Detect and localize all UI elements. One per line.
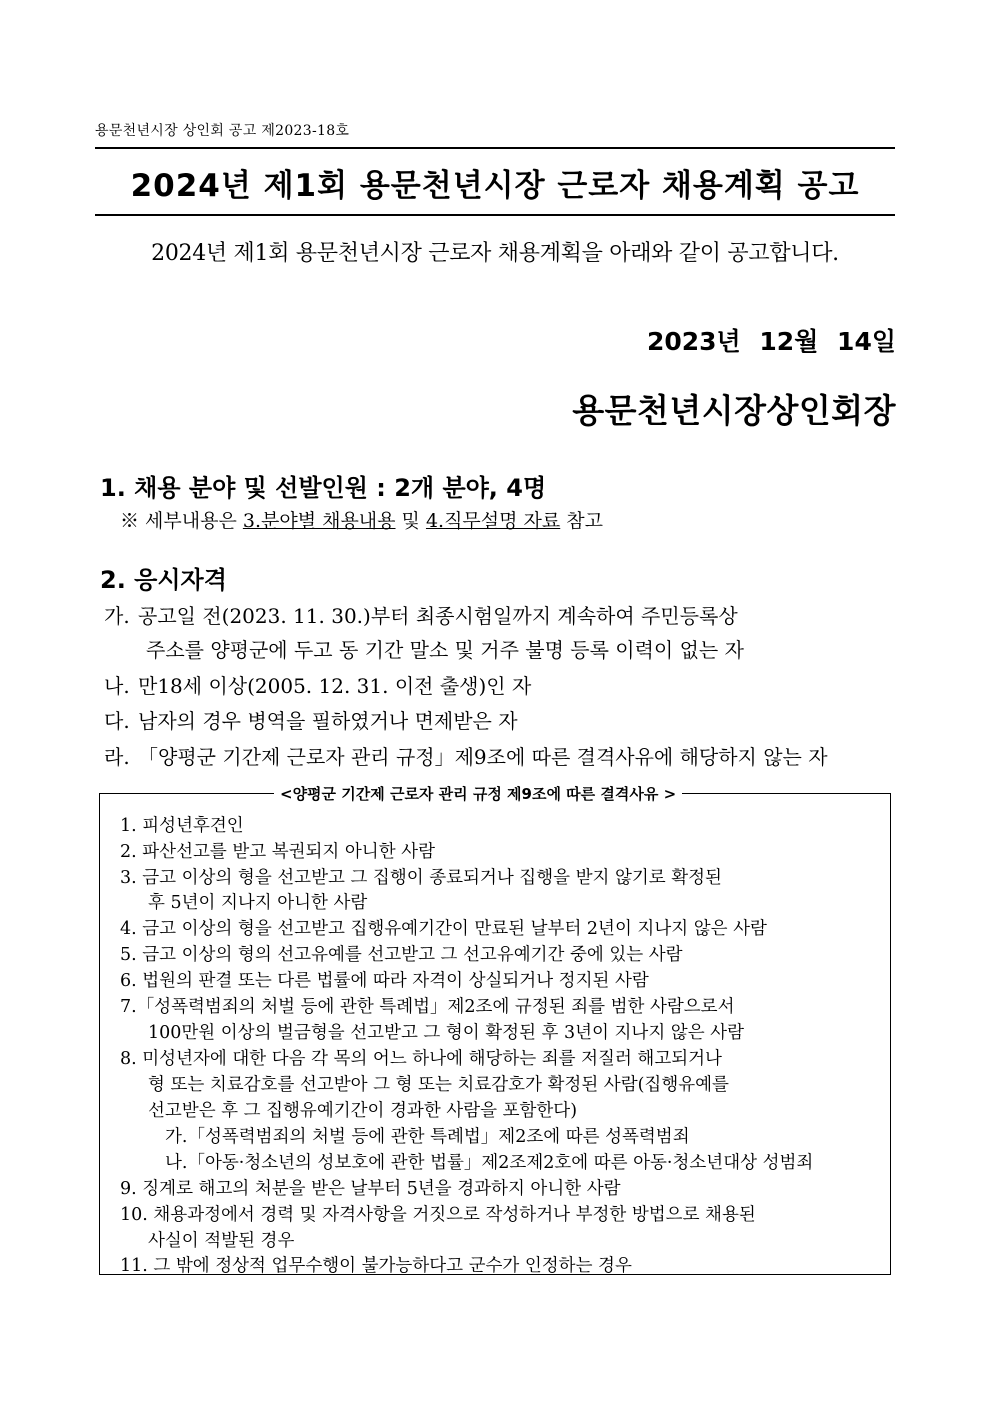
disqualification-subline: 가.「성폭력범죄의 처벌 등에 관한 특례법」제2조에 따른 성폭력범죄 <box>165 1127 690 1147</box>
item-marker: 가. <box>104 604 130 628</box>
title-top-rule <box>95 147 895 149</box>
disqualification-line: 선고받은 후 그 집행유예기간이 경과한 사람을 포함한다) <box>148 1101 578 1121</box>
disqualification-line: 5. 금고 이상의 형의 선고유예를 선고받고 그 선고유예기간 중에 있는 사람 <box>120 945 683 965</box>
note-suffix: 참고 <box>560 510 603 532</box>
qualification-item <box>104 600 894 629</box>
note-link-job-description: 4.직무설명 자료 <box>425 510 561 532</box>
disqualification-line: 100만원 이상의 벌금형을 선고받고 그 형이 확정된 후 3년이 지나지 않은 사람 <box>148 1023 744 1043</box>
disqualification-line: 11. 그 밖에 정상적 업무수행이 불가능하다고 군수가 인정하는 경우 <box>120 1256 632 1276</box>
disqualification-line: 7.「성폭력범죄의 처벌 등에 관한 특례법」제2조에 규정된 죄를 범한 사람으로서 <box>120 997 735 1017</box>
notice-number: 용문천년시장 상인회 공고 제2023-18호 <box>95 123 350 139</box>
note-mid: 및 <box>395 510 426 532</box>
qualification-item <box>104 705 894 734</box>
disqualification-line: 6. 법원의 판결 또는 다른 법률에 따라 자격이 상실되거나 정지된 사람 <box>120 971 649 991</box>
item-text: 공고일 전(2023. 11. 30.)부터 최종시험일까지 계속하여 주민등록상 <box>138 604 738 628</box>
notice-date: 2023년 12월 14일 <box>646 327 896 356</box>
disqualification-line: 8. 미성년자에 대한 다음 각 목의 어느 하나에 해당하는 죄를 저질러 해고되거나 <box>120 1049 722 1069</box>
item-marker: 라. <box>104 745 130 769</box>
disqualification-line: 4. 금고 이상의 형을 선고받고 집행유예기간이 만료된 날부터 2년이 지나지 않은 사람 <box>120 919 767 939</box>
item-marker: 나. <box>104 674 130 698</box>
qualification-item <box>104 670 894 699</box>
disqualification-line: 형 또는 치료감호를 선고받아 그 형 또는 치료감호가 확정된 사람(집행유예를 <box>148 1075 729 1095</box>
intro-text: 2024년 제1회 용문천년시장 근로자 채용계획을 아래와 같이 공고합니다. <box>151 241 839 266</box>
disqualification-line: 후 5년이 지나지 아니한 사람 <box>148 893 368 913</box>
title-bottom-rule <box>95 214 895 216</box>
disqualification-subline: 나.「아동·청소년의 성보호에 관한 법률」제2조제2호에 따른 아동·청소년대상 성범죄 <box>165 1153 814 1173</box>
disqualification-line: 사실이 적발된 경우 <box>148 1231 295 1251</box>
note-prefix: ※ 세부내용은 <box>120 510 243 532</box>
disqualification-line: 1. 피성년후견인 <box>120 816 244 836</box>
item-text: 남자의 경우 병역을 필하였거나 면제받은 자 <box>138 709 518 733</box>
item-marker: 다. <box>104 709 130 733</box>
section1-heading: 1. 채용 분야 및 선발인원 : 2개 분야, 4명 <box>100 474 547 502</box>
disqualification-line: 9. 징계로 해고의 처분을 받은 날부터 5년을 경과하지 아니한 사람 <box>120 1179 621 1199</box>
disqualification-box-title: <양평군 기간제 근로자 관리 규정 제9조에 따른 결격사유 > <box>274 783 682 804</box>
section2-heading: 2. 응시자격 <box>100 566 227 594</box>
section1-note <box>120 506 603 533</box>
item-text: 만18세 이상(2005. 12. 31. 이전 출생)인 자 <box>138 674 532 698</box>
disqualification-line: 3. 금고 이상의 형을 선고받고 그 집행이 종료되거나 집행을 받지 않기로 확정된 <box>120 868 722 888</box>
document-title: 2024년 제1회 용문천년시장 근로자 채용계획 공고 <box>130 168 860 204</box>
disqualification-line: 2. 파산선고를 받고 복권되지 아니한 사람 <box>120 842 435 862</box>
qualification-item-continuation: 주소를 양평군에 두고 동 기간 말소 및 거주 불명 등록 이력이 없는 자 <box>146 638 744 662</box>
qualification-item <box>104 741 894 770</box>
note-link-recruitment-details: 3.분야별 채용내용 <box>242 510 396 532</box>
item-text: 「양평군 기간제 근로자 관리 규정」제9조에 따른 결격사유에 해당하지 않는 자 <box>138 745 828 769</box>
issuer-name: 용문천년시장상인회장 <box>572 391 896 430</box>
disqualification-line: 10. 채용과정에서 경력 및 자격사항을 거짓으로 작성하거나 부정한 방법으로 채용된 <box>120 1205 756 1225</box>
